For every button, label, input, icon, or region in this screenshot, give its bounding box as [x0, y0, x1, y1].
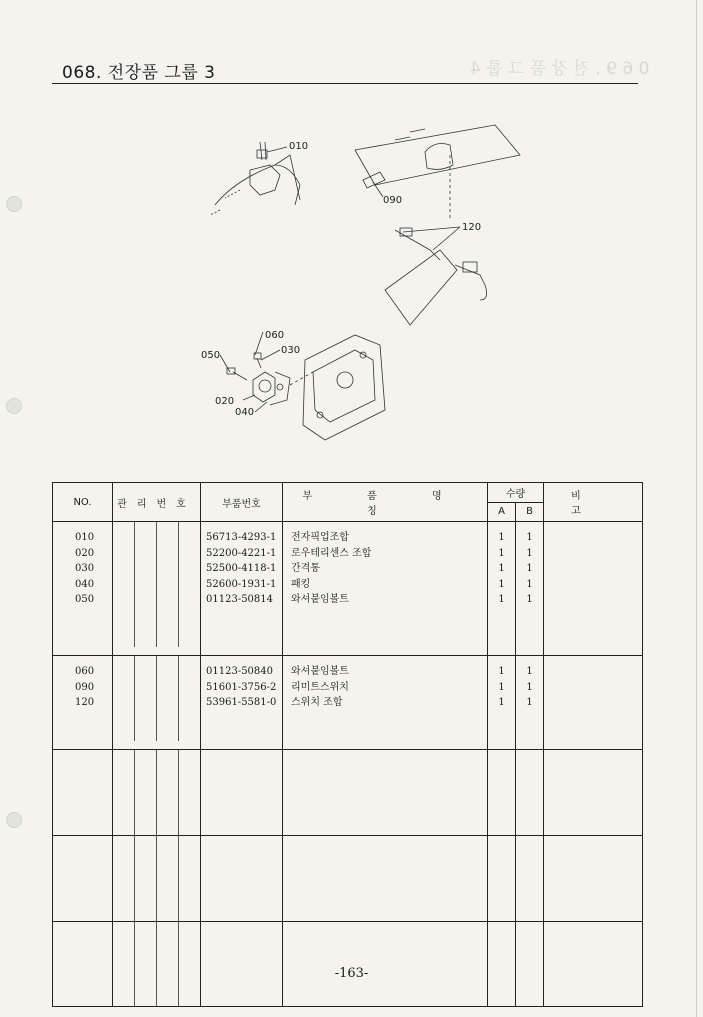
item-no: 090 [75, 681, 95, 693]
qty-b: 1 [526, 578, 533, 590]
qty-a: 1 [498, 681, 505, 693]
parts-diagram [195, 110, 525, 450]
part-number: 52500-4118-1 [206, 563, 277, 574]
part-number: 52600-1931-1 [206, 578, 277, 590]
no-cell [53, 656, 113, 750]
header-remarks: 비 고 [544, 483, 643, 522]
qty-b: 1 [526, 697, 533, 708]
punch-hole [6, 196, 22, 212]
header-part-name: 부 품 명 칭 [283, 483, 488, 522]
part-name: 스위치 조합 [291, 697, 343, 708]
page-edge [696, 0, 697, 1017]
header-qty-b: B [516, 502, 544, 522]
part-number-cell [201, 656, 283, 750]
qty-b: 1 [526, 681, 533, 693]
table-row-group [53, 750, 643, 836]
callout-060: 060 [265, 330, 285, 341]
qty-a: 1 [498, 666, 505, 677]
qty-a: 1 [498, 594, 505, 605]
parts-table [52, 482, 643, 1007]
item-no: 010 [75, 532, 95, 543]
callout-020: 020 [215, 396, 235, 407]
part-name: 와셔붙임볼트 [291, 594, 349, 605]
bleed-through-text: 0 6 9 . 전 장 품 그 룹 4 [470, 59, 650, 79]
item-no: 120 [75, 697, 95, 708]
part-number: 53961-5581-0 [206, 697, 277, 708]
part-name-cell [283, 522, 488, 656]
item-no: 030 [75, 563, 95, 574]
punch-hole [6, 398, 22, 414]
part-name: 로우테리센스 조합 [291, 547, 372, 559]
management-cell [113, 522, 201, 656]
qty-a-cell [488, 656, 516, 750]
part-name: 패킹 [291, 578, 311, 590]
qty-b: 1 [526, 594, 533, 605]
qty-b-cell [516, 656, 544, 750]
callout-050: 050 [201, 350, 221, 361]
no-cell [53, 522, 113, 656]
header-management: 관리번호 [113, 483, 201, 522]
qty-a: 1 [498, 578, 505, 590]
item-no: 050 [75, 594, 95, 605]
part-number: 01123-50814 [206, 594, 274, 605]
part-number: 56713-4293-1 [206, 532, 277, 543]
remarks-cell [544, 656, 643, 750]
callout-090: 090 [383, 195, 403, 206]
header-no: NO. [53, 483, 113, 522]
header-qty-a: A [488, 502, 516, 522]
qty-b: 1 [526, 532, 533, 543]
item-no: 060 [75, 666, 95, 677]
qty-a: 1 [498, 697, 505, 708]
table-row-group [53, 922, 643, 1007]
table-row-group [53, 836, 643, 922]
qty-b: 1 [526, 563, 533, 574]
callout-010: 010 [289, 141, 309, 152]
qty-b-cell [516, 522, 544, 656]
qty-a: 1 [498, 547, 505, 559]
management-cell [113, 656, 201, 750]
part-number: 01123-50840 [206, 666, 274, 677]
part-name: 간격통 [291, 563, 320, 574]
qty-a: 1 [498, 532, 505, 543]
title-rule [52, 83, 638, 84]
qty-a-cell [488, 522, 516, 656]
part-number-cell [201, 522, 283, 656]
page-number: -163- [334, 966, 369, 981]
callout-030: 030 [281, 345, 301, 356]
part-name-cell [283, 656, 488, 750]
header-quantity: 수량 [488, 483, 544, 503]
punch-hole [6, 812, 22, 828]
part-number: 52200-4221-1 [206, 547, 277, 559]
table-row-group [53, 522, 643, 656]
table-row-group [53, 656, 643, 750]
part-name: 리미트스위치 [291, 681, 349, 693]
qty-b: 1 [526, 666, 533, 677]
qty-b: 1 [526, 547, 533, 559]
item-no: 040 [75, 578, 95, 590]
page-title: 068. 전장품 그룹 3 [62, 63, 216, 83]
part-number: 51601-3756-2 [206, 681, 277, 693]
part-name: 전자픽업조합 [291, 532, 349, 543]
remarks-cell [544, 522, 643, 656]
item-no: 020 [75, 547, 95, 559]
header-part-number: 부품번호 [201, 483, 283, 522]
callout-040: 040 [235, 407, 255, 418]
qty-a: 1 [498, 563, 505, 574]
part-name: 와셔붙임볼트 [291, 666, 349, 677]
callout-120: 120 [462, 222, 482, 233]
